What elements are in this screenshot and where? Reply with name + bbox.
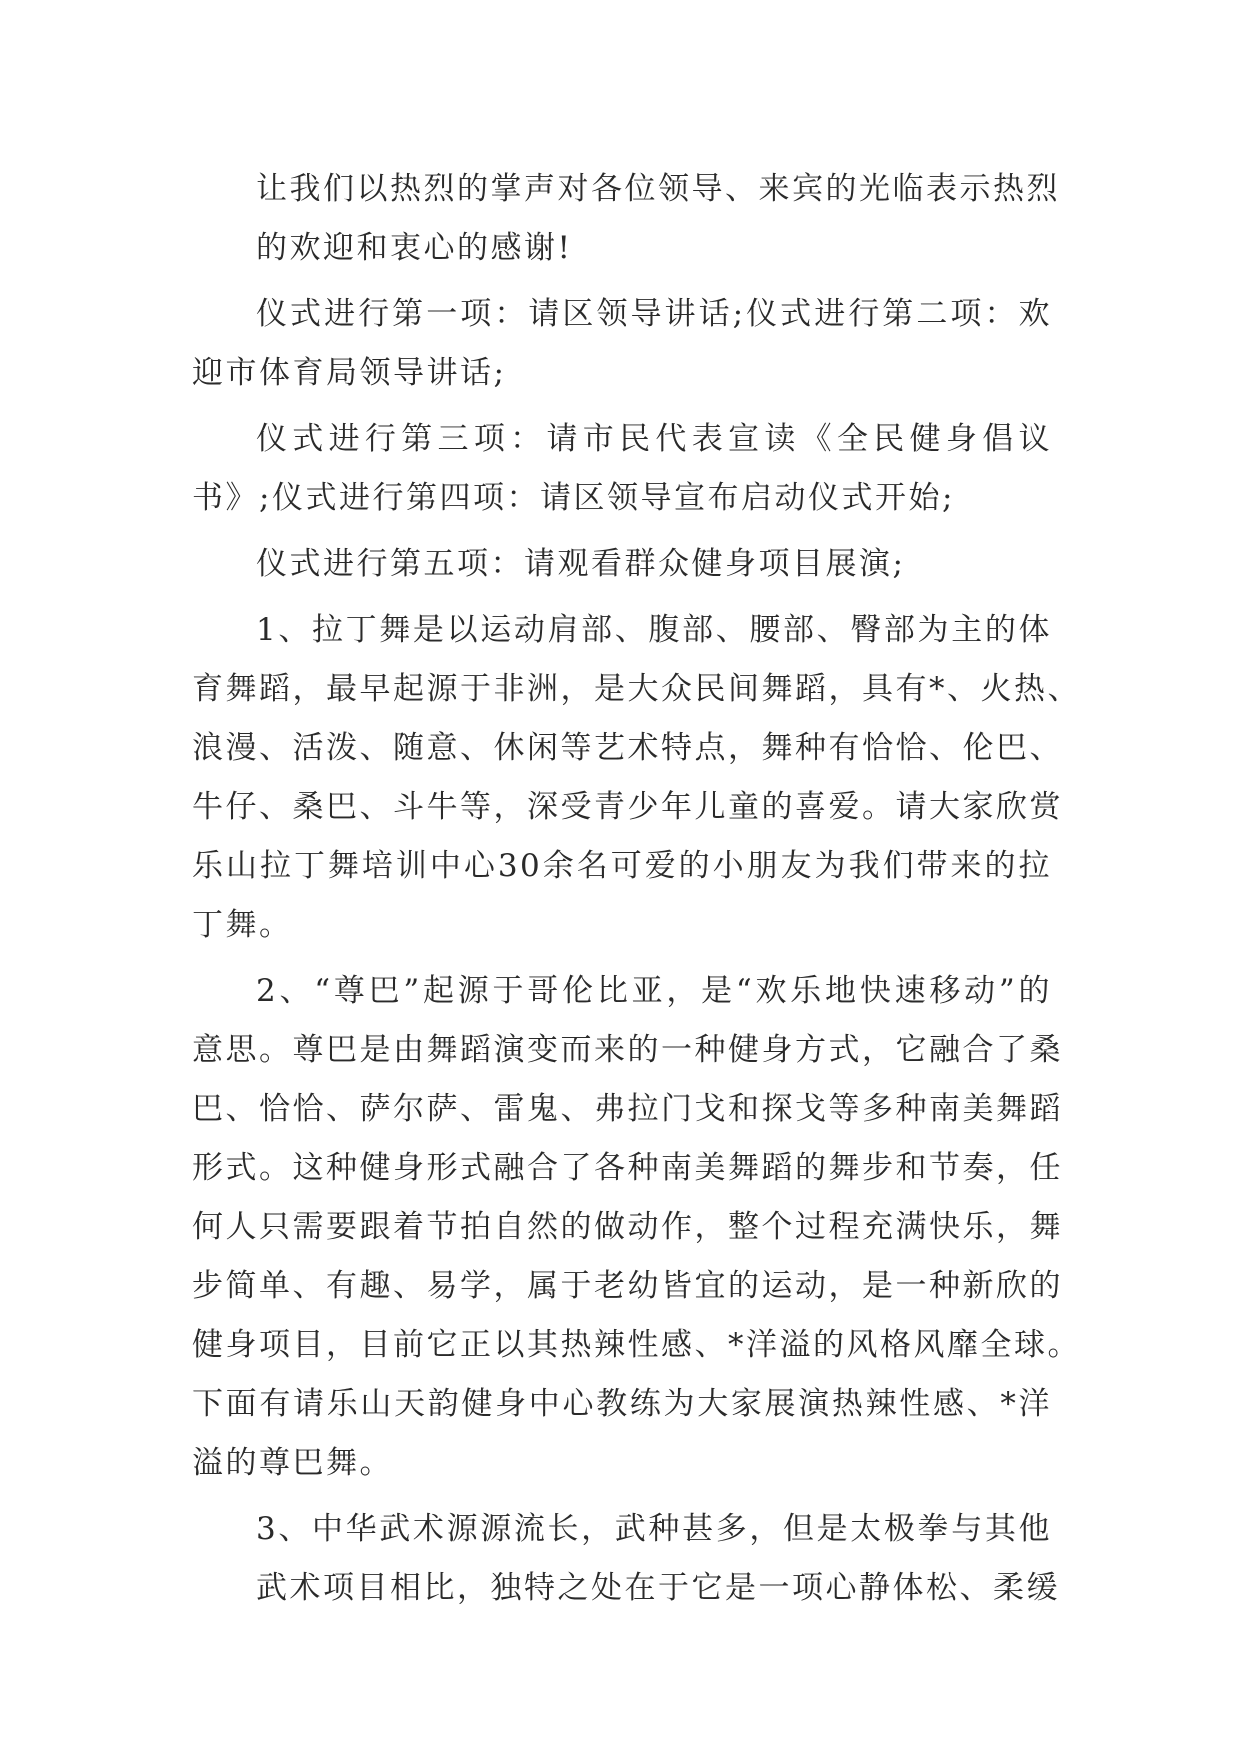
paragraph-gap (192, 594, 1052, 601)
text-line: 迎市体育局领导讲话; (192, 355, 507, 391)
text-line: 浪漫、活泼、随意、休闲等艺术特点，舞种有恰恰、伦巴、 (192, 730, 1063, 766)
document-body (192, 160, 1081, 1618)
text-line: 步简单、有趣、易学，属于老幼皆宜的运动，是一种新欣的 (192, 1268, 1063, 1304)
text-line: 乐山拉丁舞培训中心30余名可爱的小朋友为我们带来的拉 (192, 848, 1052, 884)
paragraph-gap (192, 403, 1052, 410)
paragraph-gap (192, 1493, 1052, 1500)
text-line: 意思。尊巴是由舞蹈演变而来的一种健身方式，它融合了桑 (192, 1032, 1063, 1068)
text-line: 的欢迎和衷心的感谢! (256, 230, 573, 266)
text-line: 让我们以热烈的掌声对各位领导、来宾的光临表示热烈 (256, 171, 1060, 207)
text-line: 丁舞。 (192, 907, 293, 943)
text-line: 溢的尊巴舞。 (192, 1445, 393, 1481)
paragraph-gap (192, 278, 1052, 285)
text-line: 健身项目，目前它正以其热辣性感、*洋溢的风格风靡全球。 (192, 1327, 1081, 1363)
text-line: 仪式进行第一项：请区领导讲话;仪式进行第二项：欢 (256, 296, 1052, 332)
text-line: 下面有请乐山天韵健身中心教练为大家展演热辣性感、*洋 (192, 1386, 1052, 1422)
text-line: 书》;仪式进行第四项：请区领导宣布启动仪式开始; (192, 480, 955, 516)
text-line: 武术项目相比，独特之处在于它是一项心静体松、柔缓 (256, 1570, 1060, 1606)
paragraph-gap (192, 528, 1052, 535)
text-line: 仪式进行第三项：请市民代表宣读《全民健身倡议 (256, 421, 1052, 457)
text-line: 仪式进行第五项：请观看群众健身项目展演; (256, 546, 906, 582)
text-line: 形式。这种健身形式融合了各种南美舞蹈的舞步和节奏，任 (192, 1150, 1063, 1186)
text-line: 牛仔、桑巴、斗牛等，深受青少年儿童的喜爱。请大家欣赏 (192, 789, 1063, 825)
text-line: 1、拉丁舞是以运动肩部、腹部、腰部、臀部为主的体 (256, 612, 1052, 648)
text-line: 2、“尊巴”起源于哥伦比亚，是“欢乐地快速移动”的 (256, 973, 1052, 1009)
text-line: 何人只需要跟着节拍自然的做动作，整个过程充满快乐，舞 (192, 1209, 1063, 1245)
text-line: 巴、恰恰、萨尔萨、雷鬼、弗拉门戈和探戈等多种南美舞蹈 (192, 1091, 1063, 1127)
text-line: 育舞蹈，最早起源于非洲，是大众民间舞蹈，具有*、火热、 (192, 671, 1081, 707)
paragraph-gap (192, 955, 1052, 962)
text-line: 3、中华武术源源流长，武种甚多，但是太极拳与其他 (256, 1511, 1052, 1547)
